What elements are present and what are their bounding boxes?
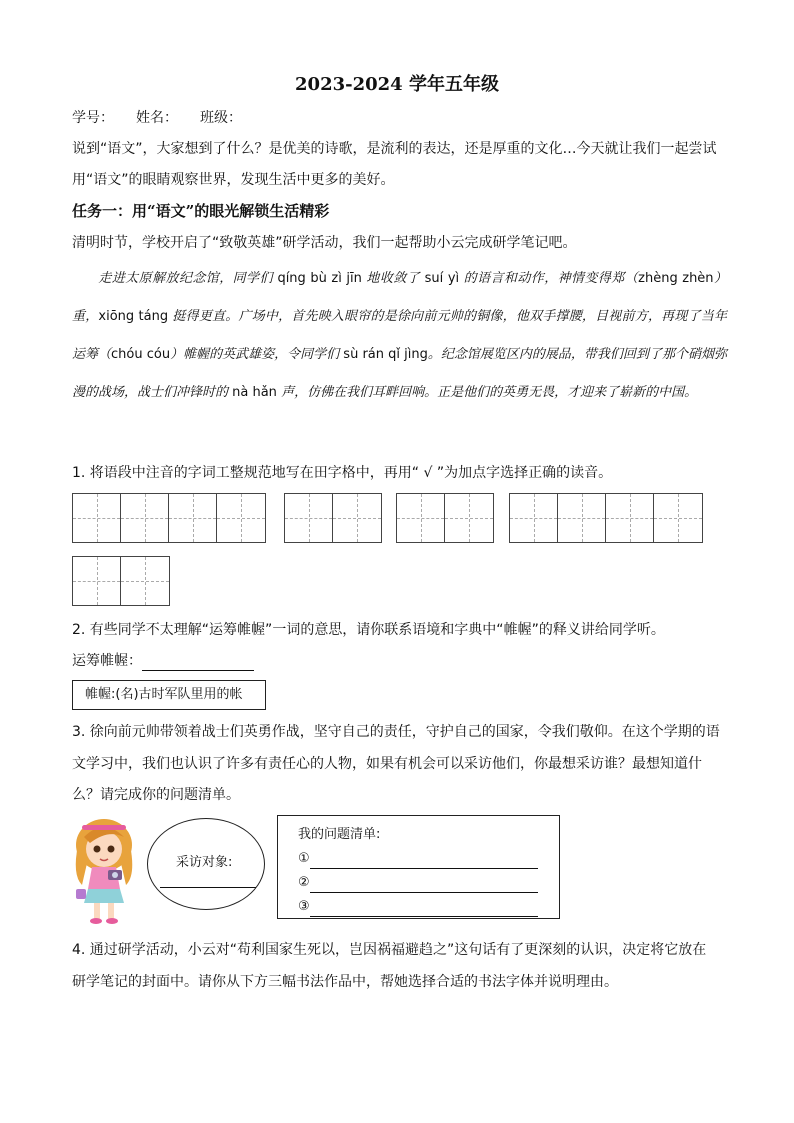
student-name-label: 姓名：	[136, 110, 178, 126]
q4-line-2: 研学笔记的封面中。请你从下方三幅书法作品中，帮她选择合适的书法字体并说明理由。	[72, 974, 618, 990]
writing-grid-group-3[interactable]	[396, 493, 494, 543]
interview-target-blank[interactable]	[160, 871, 256, 888]
pinyin-segment: chóu cóu	[111, 347, 171, 362]
grid-cell[interactable]	[73, 557, 121, 605]
intro-line-2: 用“语文”的眼睛观察世界，发现生活中更多的美好。	[72, 172, 395, 188]
task1-heading: 任务一：用“语文”的眼光解锁生活精彩	[72, 202, 330, 220]
q2-answer-label: 运筹帷幄：	[72, 653, 142, 669]
student-id-label: 学号：	[72, 110, 114, 126]
grid-cell[interactable]	[510, 494, 558, 542]
pinyin-segment: xiōng táng	[98, 309, 169, 324]
passage-text-segment: ）重，	[72, 271, 727, 324]
passage-text-segment: 的语言和动作，神情变得郑（	[459, 271, 639, 286]
definition-box: 帷幄:(名)古时军队里用的帐	[72, 680, 266, 710]
grid-cell[interactable]	[285, 494, 333, 542]
q3-line-1: 3. 徐向前元帅带领着战士们英勇作战，坚守自己的责任，守护自己的国家，令我们敬仰。在这个学期的语	[72, 724, 720, 740]
passage-text-segment: 。纪念馆展览区内的展品，带我们回到了那个硝烟弥漫的战场，战士们冲锋时的	[72, 347, 727, 400]
question-blank[interactable]	[310, 902, 538, 917]
question-blank[interactable]	[310, 878, 538, 893]
passage-text-segment: ）帷幄的英武雄姿，令同学们	[170, 347, 344, 362]
student-info	[72, 108, 242, 128]
passage-text-segment: 地收敛了	[361, 271, 425, 286]
grid-cell[interactable]	[121, 494, 169, 542]
reading-passage	[72, 260, 727, 412]
grid-cell[interactable]	[606, 494, 654, 542]
q4-line-1: 4. 通过研学活动，小云对“苟利国家生死以，岂因祸福避趋之”这句话有了更深刻的认识，决定将它放在	[72, 942, 707, 958]
question-list-item-2: ②	[298, 873, 538, 893]
q2-answer-row	[72, 651, 254, 671]
question-1: 1. 将语段中注音的字词工整规范地写在田字格中，再用“ √ ”为加点字选择正确的读音。	[72, 465, 613, 481]
question-2: 2. 有些同学不太理解“运筹帷幄”一词的意思，请你联系语境和字典中“帷幄”的释义讲给同学听。	[72, 622, 665, 638]
interview-target-ellipse	[147, 818, 265, 910]
question-list-item-3: ③	[298, 897, 538, 917]
pinyin-segment: suí yì	[424, 271, 460, 286]
grid-cell[interactable]	[333, 494, 381, 542]
grid-cell[interactable]	[217, 494, 265, 542]
writing-grid-group-4[interactable]	[509, 493, 703, 543]
interview-target-label: 采访对象:	[176, 855, 233, 870]
question-list-title: 我的问题清单:	[298, 827, 381, 842]
writing-grid-group-2[interactable]	[284, 493, 382, 543]
pinyin-segment: nà hǎn	[232, 385, 277, 400]
student-class-label: 班级：	[200, 110, 242, 126]
grid-cell[interactable]	[445, 494, 493, 542]
grid-cell[interactable]	[73, 494, 121, 542]
q3-line-3: 么？请完成你的问题清单。	[72, 787, 240, 803]
task1-intro: 清明时节，学校开启了“致敬英雄”研学活动，我们一起帮助小云完成研学笔记吧。	[72, 235, 577, 251]
q3-line-2: 文学习中，我们也认识了许多有责任心的人物，如果有机会可以采访他们，你最想采访谁？最想知道什	[72, 756, 702, 772]
grid-cell[interactable]	[121, 557, 169, 605]
grid-cell[interactable]	[558, 494, 606, 542]
page-title: 2023-2024 学年五年级	[295, 74, 499, 95]
pinyin-segment: zhèng zhèn	[638, 271, 714, 286]
pinyin-segment: qíng bù zì jīn	[277, 271, 362, 286]
question-list-item-1: ①	[298, 849, 538, 869]
passage-text-segment: 声，仿佛在我们耳畔回响。正是他们的英勇无畏，才迎来了崭新的中国。	[276, 385, 698, 400]
q2-answer-blank[interactable]	[142, 654, 254, 671]
grid-cell[interactable]	[654, 494, 702, 542]
grid-cell[interactable]	[169, 494, 217, 542]
girl-illustration	[68, 815, 140, 927]
question-list-box	[277, 815, 560, 919]
passage-text-segment: 走进太原解放纪念馆，同学们	[98, 271, 278, 286]
passage-text-segment: 挺得更直。广场中，首先映入眼帘的是徐向前元帅的铜像，他双手撑腰，目视前方，再现了当年运筹（	[72, 309, 727, 362]
grid-cell[interactable]	[397, 494, 445, 542]
question-blank[interactable]	[310, 854, 538, 869]
writing-grid-group-1[interactable]	[72, 493, 266, 543]
writing-grid-group-5[interactable]	[72, 556, 170, 606]
pinyin-segment: sù rán qǐ jìng	[343, 347, 428, 362]
intro-line-1: 说到“语文”，大家想到了什么？是优美的诗歌，是流利的表达，还是厚重的文化…今天就让我们一起尝试	[72, 141, 717, 157]
